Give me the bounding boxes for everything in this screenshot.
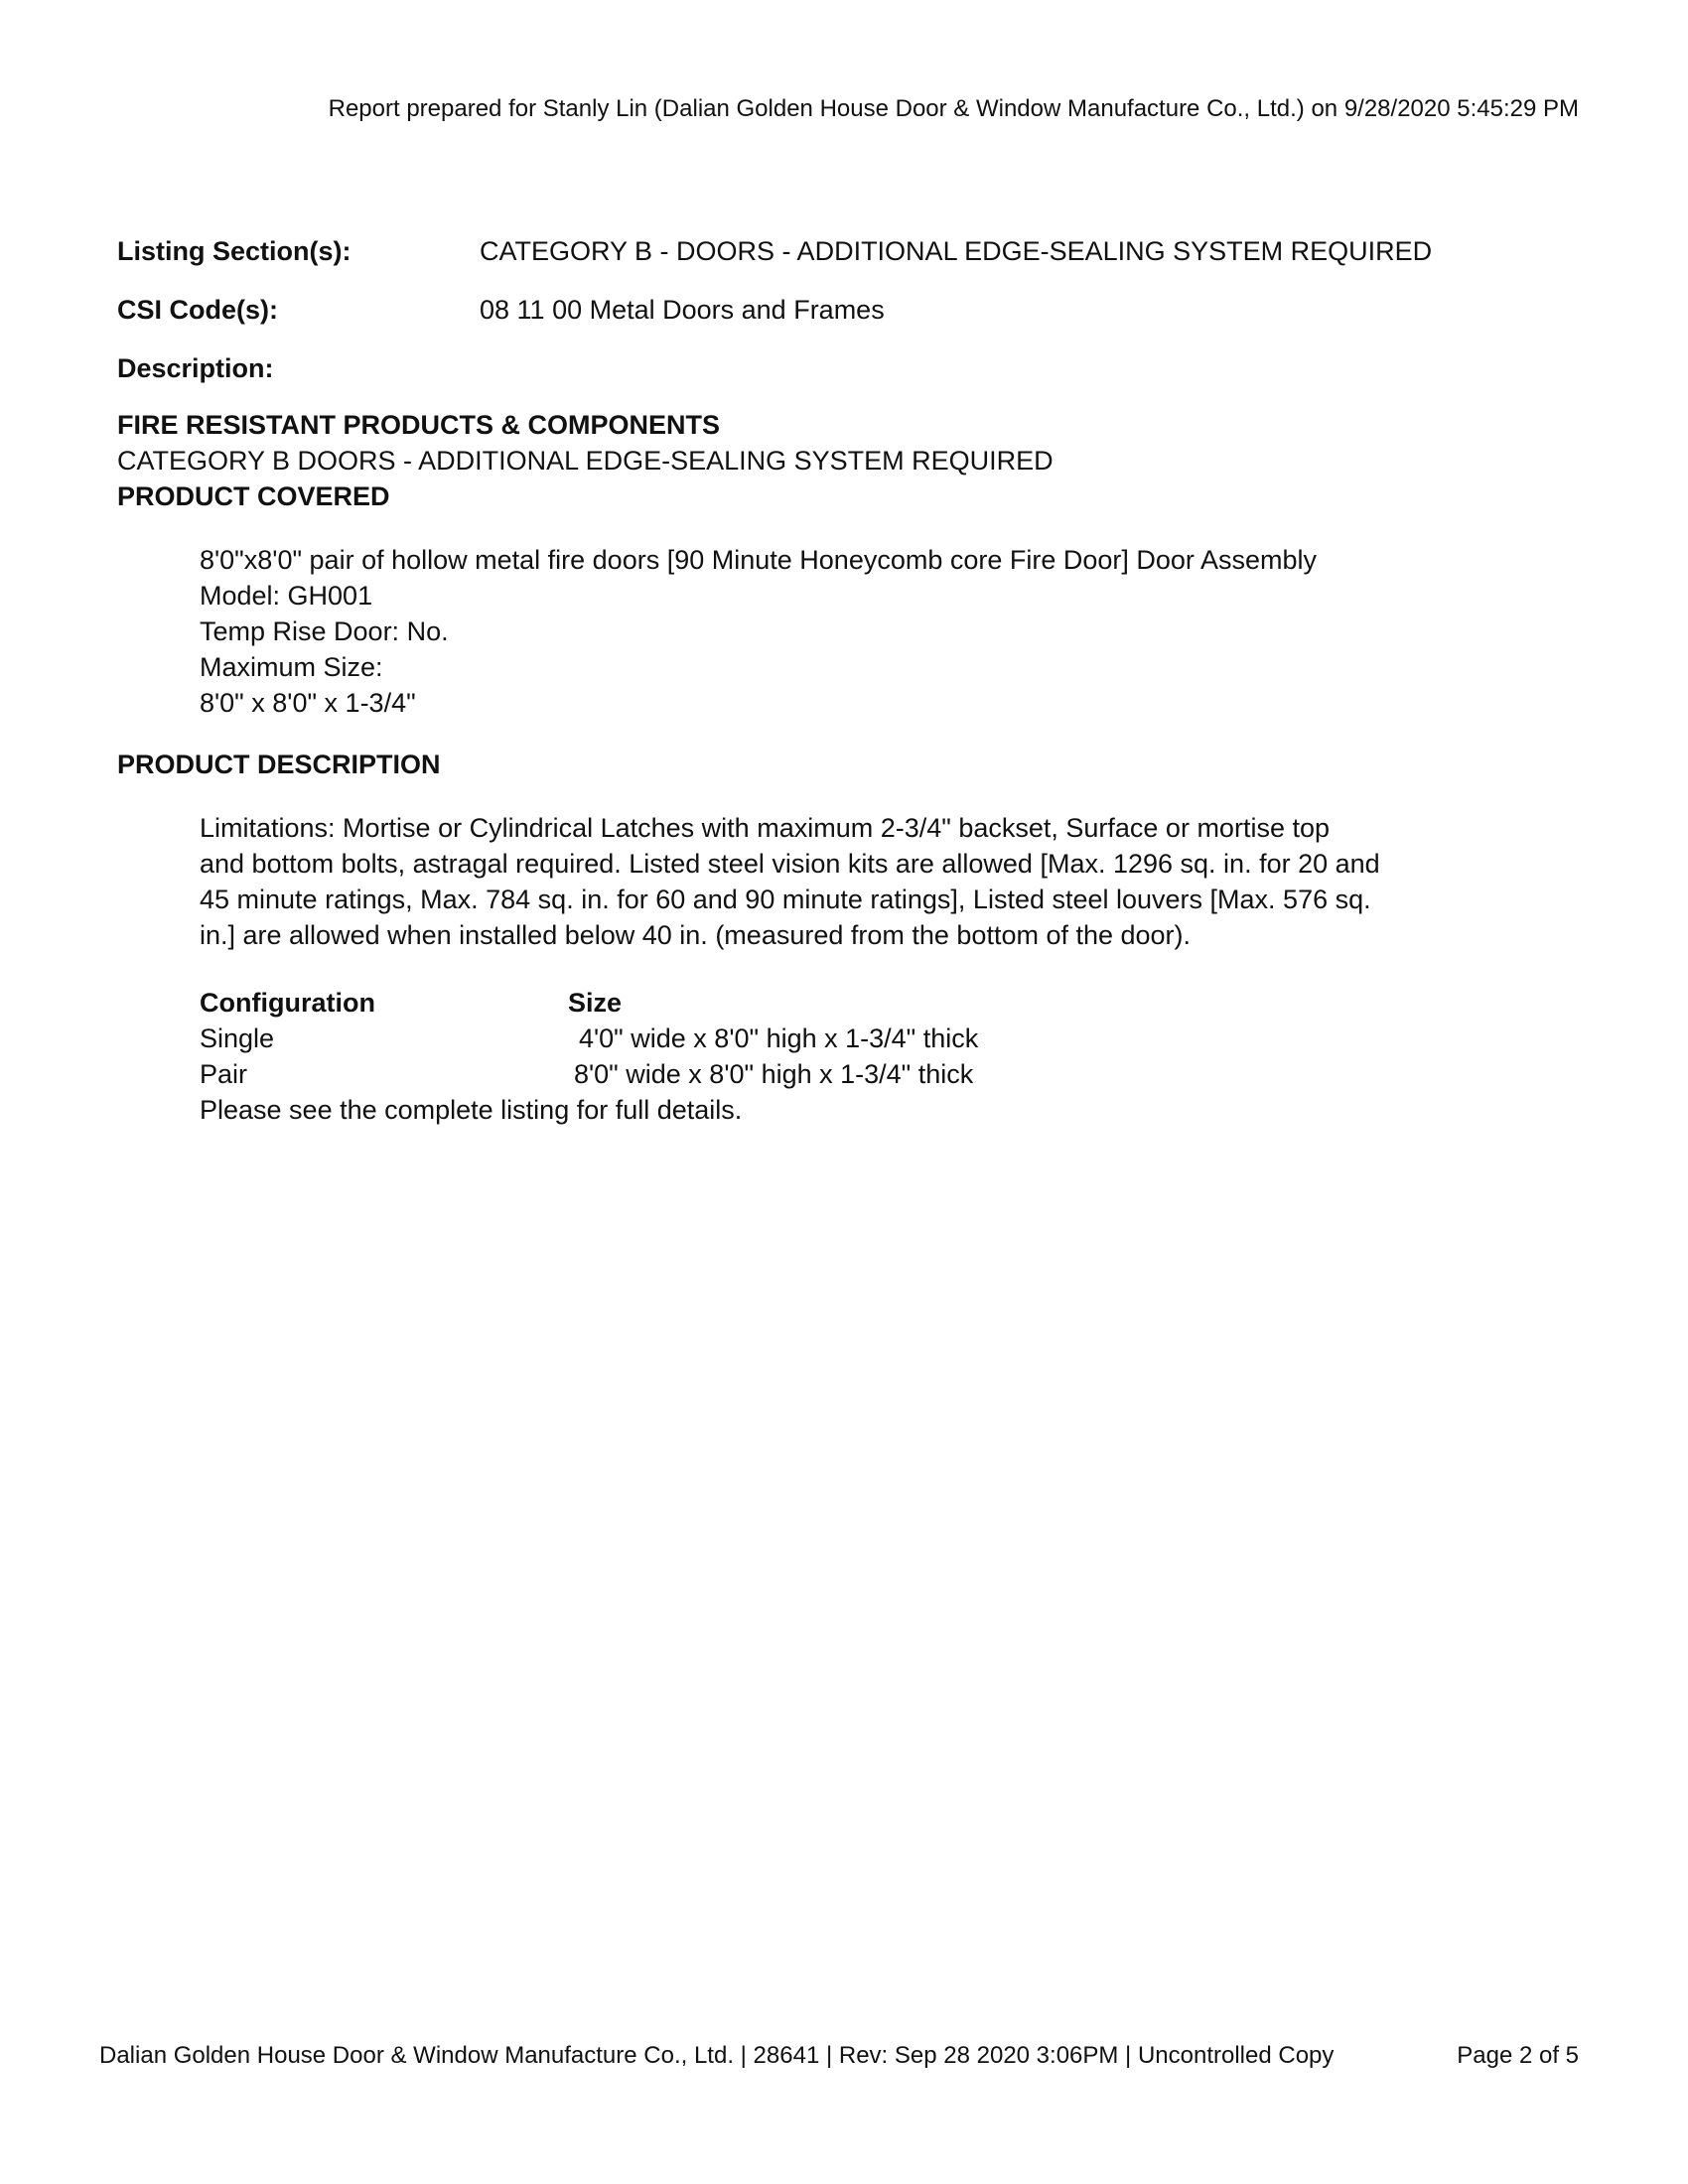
listing-section-value: CATEGORY B - DOORS - ADDITIONAL EDGE-SEALING SYSTEM REQUIRED <box>480 236 1433 266</box>
product-covered-heading: PRODUCT COVERED <box>117 481 390 511</box>
description-label: Description: <box>117 353 274 383</box>
limitations-line: in.] are allowed when installed below 40 in. (measured from the bottom of the door). <box>200 920 1192 950</box>
header-size: Size <box>568 988 623 1018</box>
page-number: Page 2 of 5 <box>1457 2042 1579 2069</box>
table-cell-configuration: Pair <box>200 1059 248 1089</box>
product-covered-block <box>200 542 1317 721</box>
product-description-heading: PRODUCT DESCRIPTION <box>117 750 441 779</box>
csi-code-label: CSI Code(s): <box>117 295 278 325</box>
category-line: CATEGORY B DOORS - ADDITIONAL EDGE-SEALING SYSTEM REQUIRED <box>117 446 1054 476</box>
table-cell-size: 8'0" wide x 8'0" high x 1-3/4" thick <box>574 1059 974 1089</box>
table-cell-size: 4'0" wide x 8'0" high x 1-3/4" thick <box>579 1024 979 1053</box>
listing-section-label: Listing Section(s): <box>117 236 352 266</box>
report-header: Report prepared for Stanly Lin (Dalian Golden House Door & Window Manufacture Co., Ltd.) on 9/28/2020 5:45:29 PM <box>328 95 1579 122</box>
table-cell-configuration: Single <box>200 1024 275 1053</box>
covered-line: Model: GH001 <box>200 581 373 611</box>
limitations-paragraph <box>200 810 1500 953</box>
full-details-note: Please see the complete listing for full details. <box>200 1095 743 1125</box>
limitations-line: Limitations: Mortise or Cylindrical Latches with maximum 2-3/4" backset, Surface or mortise top <box>200 813 1330 843</box>
limitations-line: and bottom bolts, astragal required. Listed steel vision kits are allowed [Max. 1296 sq. in. for 20 and <box>200 849 1380 879</box>
footer-company-revision: Dalian Golden House Door & Window Manufacture Co., Ltd. | 28641 | Rev: Sep 28 2020 3:06PM | Uncontrolled Copy <box>99 2042 1335 2069</box>
csi-code-value: 08 11 00 Metal Doors and Frames <box>480 295 885 325</box>
covered-line: Maximum Size: <box>200 652 383 682</box>
header-configuration: Configuration <box>200 988 375 1018</box>
covered-line: 8'0"x8'0" pair of hollow metal fire doors [90 Minute Honeycomb core Fire Door] Door Assembly <box>200 545 1317 575</box>
covered-line: 8'0" x 8'0" x 1-3/4" <box>200 688 416 718</box>
covered-line: Temp Rise Door: No. <box>200 616 449 646</box>
section-heading-fire-resistant: FIRE RESISTANT PRODUCTS & COMPONENTS <box>117 410 721 440</box>
limitations-line: 45 minute ratings, Max. 784 sq. in. for 60 and 90 minute ratings], Listed steel louvers [Max. 576 sq. <box>200 885 1371 914</box>
